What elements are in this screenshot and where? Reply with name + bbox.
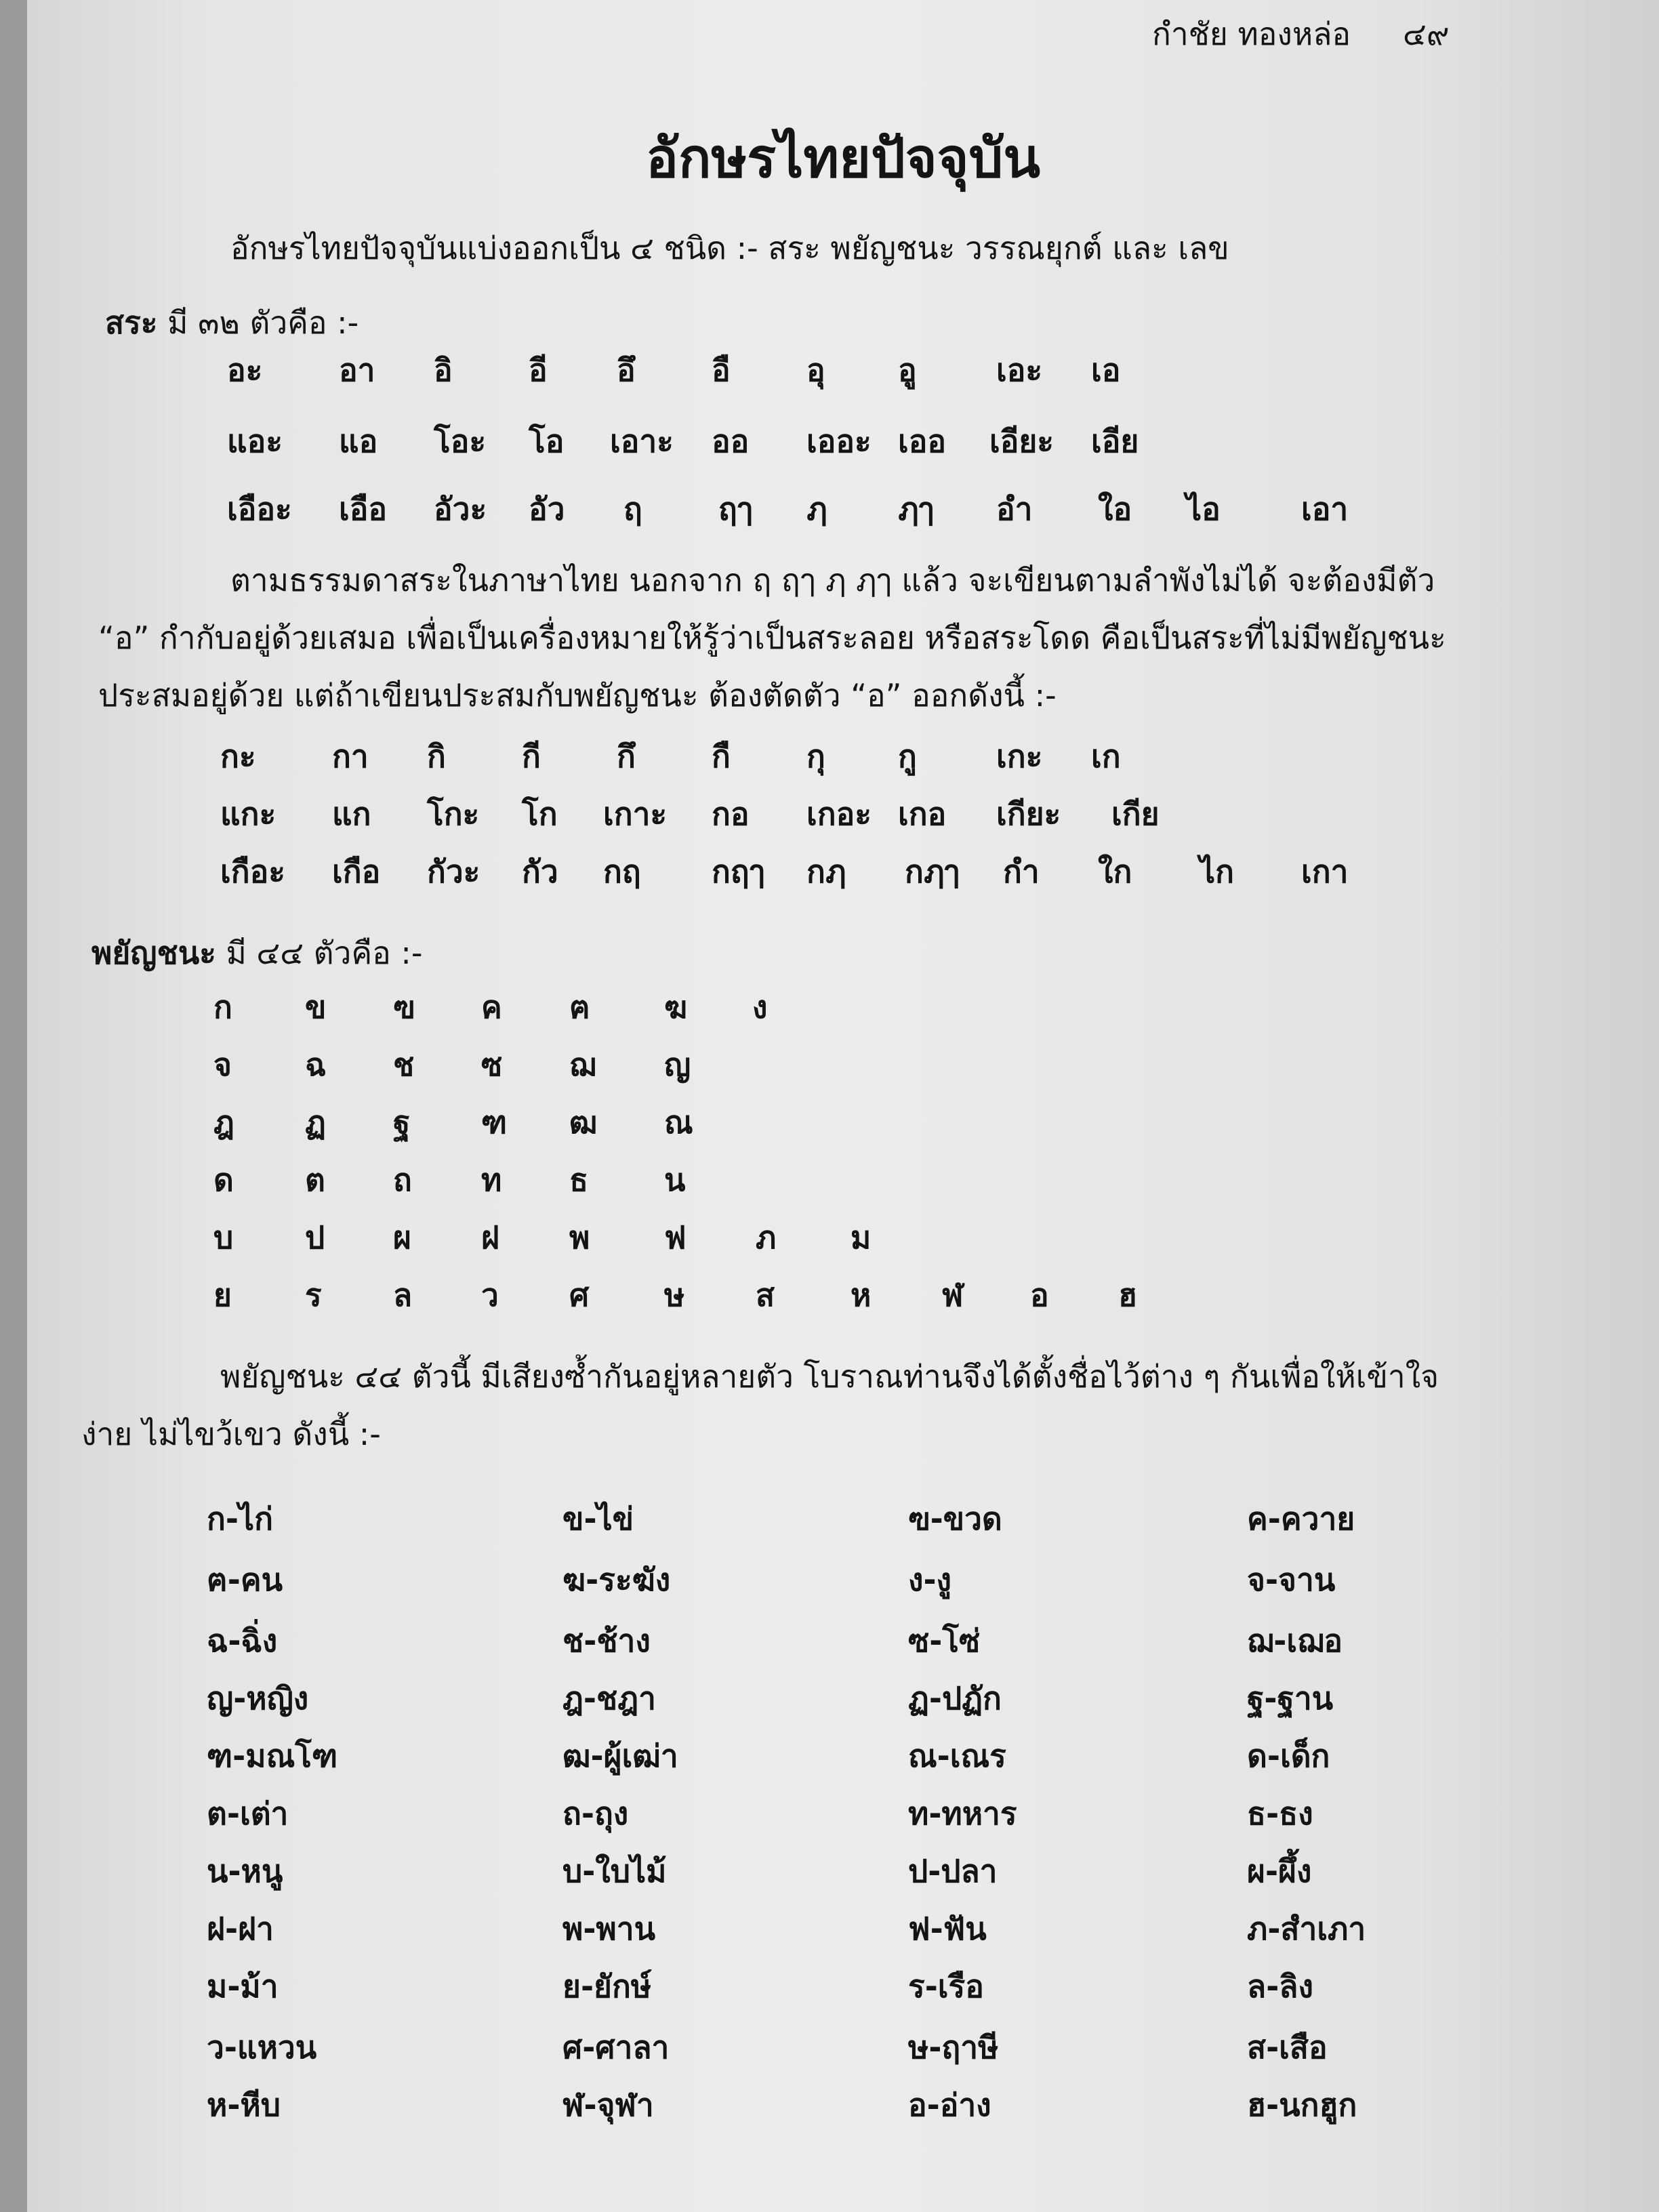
consonant: บ [213, 1219, 234, 1256]
vowel: ฦ [806, 491, 827, 527]
consonant: ล [393, 1277, 413, 1313]
combined-vowel: กัว [522, 853, 558, 890]
combined-vowel: กะ [220, 738, 256, 775]
consonant: ม [851, 1219, 872, 1256]
combined-vowel: เกอ [898, 796, 947, 832]
consonant-name: ฏ-ปฏัก [908, 1680, 1002, 1717]
vowel: อี [529, 352, 548, 388]
vowel: ฤๅ [718, 491, 753, 527]
vowel: อู [898, 352, 917, 388]
consonant-name: ช-ช้าง [562, 1622, 651, 1659]
combined-vowel: เกียะ [996, 796, 1061, 832]
consonant-name: ฅ-คน [207, 1561, 283, 1598]
consonant-name: ฃ-ขวด [908, 1500, 1002, 1537]
consonant: ฃ [393, 989, 415, 1025]
consonant-name: ซ-โซ่ [908, 1622, 981, 1659]
combined-vowel: กฦ [806, 853, 846, 890]
vowel: อื [712, 352, 731, 388]
consonant-name: ฝ-ฝา [207, 1910, 274, 1947]
consonant: ช [393, 1046, 415, 1083]
combined-vowel: กฤๅ [712, 853, 765, 890]
consonant: ผ [393, 1219, 411, 1256]
combined-vowel: กุ [806, 738, 825, 775]
consonant: ฆ [664, 989, 688, 1025]
vowels-count: มี ๓๒ ตัวคือ :- [167, 304, 359, 341]
consonant: ฌ [569, 1046, 596, 1083]
combined-vowel: แก [332, 796, 371, 832]
consonants-label: พยัญชนะ [91, 935, 216, 971]
combined-vowel: กู [898, 738, 917, 775]
consonant: ฏ [305, 1104, 326, 1141]
combined-vowel: กิ [427, 738, 446, 775]
combined-vowel: โก [522, 796, 558, 832]
vowel: เอ [1091, 352, 1121, 388]
consonant-name: ถ-ถุง [562, 1795, 629, 1832]
combined-vowel: เกา [1301, 853, 1349, 890]
vowel: เออ [898, 423, 946, 459]
combined-vowel: เกะ [996, 738, 1043, 775]
combined-vowel: แกะ [220, 796, 276, 832]
consonant: ฟ [664, 1219, 687, 1256]
vowel: เอาะ [610, 423, 674, 459]
consonants-heading [91, 928, 422, 978]
running-header-author: กำชัย ทองหล่อ [1152, 16, 1351, 52]
vowel: ใอ [1098, 491, 1132, 527]
consonant: ถ [393, 1162, 412, 1198]
consonant: ข [305, 989, 327, 1025]
vowel-note-line-1: ตามธรรมดาสระในภาษาไทย นอกจาก ฤ ฤๅ ฦ ฦๅ แล้ว จะเขียนตามลำพังไม่ได้ จะต้องมีตัว [230, 562, 1435, 598]
consonant: ท [481, 1162, 502, 1198]
consonant-name: ภ-สำเภา [1247, 1910, 1366, 1947]
consonant: ษ [664, 1277, 685, 1313]
consonant: ธ [569, 1162, 589, 1198]
vowel: เอือะ [227, 491, 292, 527]
vowel: เอีย [1091, 423, 1139, 459]
consonant: ป [305, 1219, 325, 1256]
vowel: อำ [996, 491, 1033, 527]
consonant: ฉ [305, 1046, 327, 1083]
vowel: อา [339, 352, 375, 388]
consonant: ฅ [569, 989, 590, 1025]
consonant-name: ค-ควาย [1247, 1500, 1355, 1537]
consonant-name: อ-อ่าง [908, 2087, 991, 2123]
consonant-name: ฑ-มณโฑ [207, 1738, 338, 1774]
vowel: อุ [806, 352, 825, 388]
consonant: ศ [569, 1277, 590, 1313]
vowel: ออ [712, 423, 750, 459]
consonant-note-line-2: ง่าย ไม่ไขว้เขว ดังนี้ :- [81, 1416, 381, 1452]
consonant-name: ว-แหวน [207, 2029, 317, 2066]
consonant-name: ฐ-ฐาน [1247, 1680, 1334, 1717]
vowel: ฤ [623, 491, 642, 527]
combined-vowel: เกอะ [806, 796, 872, 832]
combined-vowel: กำ [1003, 853, 1040, 890]
consonant: ว [481, 1277, 499, 1313]
combined-vowel: กี [522, 738, 541, 775]
consonant: ฒ [569, 1104, 598, 1141]
consonant-name: ญ-หญิง [207, 1680, 309, 1717]
consonant-name: ม-ม้า [207, 1968, 279, 2005]
page-title: อักษรไทยปัจจุบัน [645, 126, 1041, 190]
combined-vowel: เกือะ [220, 853, 285, 890]
consonant: ซ [481, 1046, 503, 1083]
intro-paragraph: อักษรไทยปัจจุบันแบ่งออกเป็น ๔ ชนิด :- สระ พยัญชนะ วรรณยุกต์ และ เลข [230, 230, 1229, 266]
consonant: ด [213, 1162, 234, 1198]
vowel: อัว [529, 491, 565, 527]
consonant: ฐ [393, 1104, 411, 1141]
vowel: เอือ [339, 491, 387, 527]
consonant: ภ [756, 1219, 777, 1256]
combined-vowel: โกะ [427, 796, 480, 832]
book-page [27, 0, 1659, 2212]
consonant: ย [213, 1277, 232, 1313]
consonant-name: ท-ทหาร [908, 1795, 1017, 1832]
consonant: ง [752, 989, 768, 1025]
vowel: โอ [529, 423, 565, 459]
consonant: ต [305, 1162, 325, 1198]
consonant-name: ด-เด็ก [1247, 1738, 1330, 1774]
combined-vowel: กา [332, 738, 369, 775]
consonant-name: น-หนู [207, 1853, 283, 1889]
combined-vowel: เกีย [1111, 796, 1160, 832]
consonant-name: ฆ-ระฆัง [562, 1561, 671, 1598]
consonant-name: ข-ไข่ [562, 1500, 634, 1537]
vowel: อะ [227, 352, 263, 388]
consonant: ร [305, 1277, 322, 1313]
combined-vowel: เกือ [332, 853, 381, 890]
consonant: ส [756, 1277, 775, 1313]
consonant-name: ฬ-จุฬา [562, 2087, 654, 2123]
vowel: ฦๅ [898, 491, 934, 527]
consonant-name: ฎ-ชฎา [562, 1680, 656, 1717]
consonant-name: ล-ลิง [1247, 1968, 1313, 2005]
combined-vowel: เก [1091, 738, 1121, 775]
consonant: ห [851, 1277, 872, 1313]
consonant-name: บ-ใบไม้ [562, 1853, 667, 1889]
consonant: ฬ [942, 1277, 964, 1313]
consonant-name: ษ-ฤาษี [908, 2029, 999, 2066]
combined-vowel: ไก [1200, 853, 1234, 890]
consonant: ณ [664, 1104, 693, 1141]
consonant-name: ฮ-นกฮูก [1247, 2087, 1357, 2123]
vowels-label: สระ [105, 304, 158, 341]
consonant-name: จ-จาน [1247, 1561, 1336, 1598]
combined-vowel: กฦๅ [905, 853, 960, 890]
consonant: ก [213, 989, 232, 1025]
vowel: อึ [617, 352, 636, 388]
consonant-name: ฒ-ผู้เฒ่า [562, 1738, 678, 1774]
consonant: ฑ [481, 1104, 508, 1141]
consonant-name: ส-เสือ [1247, 2029, 1328, 2066]
consonant-note-line-1: พยัญชนะ ๔๔ ตัวนี้ มีเสียงซ้ำกันอยู่หลายตัว โบราณท่านจึงได้ตั้งชื่อไว้ต่าง ๆ กันเพื่อให้เข้าใจ [220, 1358, 1439, 1395]
consonant-name: ธ-ธง [1247, 1795, 1313, 1832]
consonant-name: ต-เต่า [207, 1795, 289, 1832]
consonants-count: มี ๔๔ ตัวคือ :- [226, 935, 423, 971]
consonant: น [664, 1162, 686, 1198]
consonant-name: ผ-ผึ้ง [1247, 1853, 1312, 1889]
vowel: แอ [339, 423, 378, 459]
consonant: จ [213, 1046, 232, 1083]
consonant-name: ศ-ศาลา [562, 2029, 670, 2066]
consonant: ญ [664, 1046, 691, 1083]
consonant-name: ห-หีบ [207, 2087, 281, 2123]
combined-vowel: กึ [617, 738, 636, 775]
vowel-note-line-2: “อ” กำกับอยู่ด้วยเสมอ เพื่อเป็นเครื่องหมายให้รู้ว่าเป็นสระลอย หรือสระโดด คือเป็นสระที่ไม่มีพยัญชนะ [98, 619, 1446, 656]
vowel: อิ [434, 352, 453, 388]
consonant-name: ณ-เณร [908, 1738, 1006, 1774]
vowel: อัวะ [434, 491, 487, 527]
vowels-heading [105, 298, 359, 348]
consonant-name: ง-งู [908, 1561, 952, 1598]
consonant-name: พ-พาน [562, 1910, 656, 1947]
consonant: ฝ [481, 1219, 499, 1256]
consonant-name: ป-ปลา [908, 1853, 998, 1889]
consonant: พ [569, 1219, 590, 1256]
vowel: เออะ [806, 423, 872, 459]
combined-vowel: ใก [1098, 853, 1132, 890]
combined-vowel: กฤ [603, 853, 641, 890]
consonant-name: ฟ-ฟัน [908, 1910, 987, 1947]
vowel: ไอ [1186, 491, 1221, 527]
consonant-name: ฉ-ฉิ่ง [207, 1622, 278, 1659]
vowel: เอียะ [989, 423, 1054, 459]
vowel: เอา [1301, 491, 1349, 527]
vowel-note-line-3: ประสมอยู่ด้วย แต่ถ้าเขียนประสมกับพยัญชนะ ต้องตัดตัว “อ” ออกดังนี้ :- [98, 677, 1057, 714]
consonant-name: ก-ไก่ [207, 1500, 273, 1537]
vowel: โอะ [434, 423, 487, 459]
page-number: ๔๙ [1403, 16, 1450, 52]
combined-vowel: กอ [712, 796, 750, 832]
consonant: ฎ [213, 1104, 234, 1141]
consonant: ฮ [1118, 1277, 1138, 1313]
consonant: ค [481, 989, 502, 1025]
consonant: อ [1030, 1277, 1049, 1313]
combined-vowel: กื [712, 738, 731, 775]
consonant-name: ย-ยักษ์ [562, 1968, 652, 2005]
vowel: แอะ [227, 423, 283, 459]
vowel: เอะ [996, 352, 1043, 388]
combined-vowel: เกาะ [603, 796, 668, 832]
consonant-name: ร-เรือ [908, 1968, 984, 2005]
consonant-name: ฌ-เฌอ [1247, 1622, 1343, 1659]
combined-vowel: กัวะ [427, 853, 480, 890]
